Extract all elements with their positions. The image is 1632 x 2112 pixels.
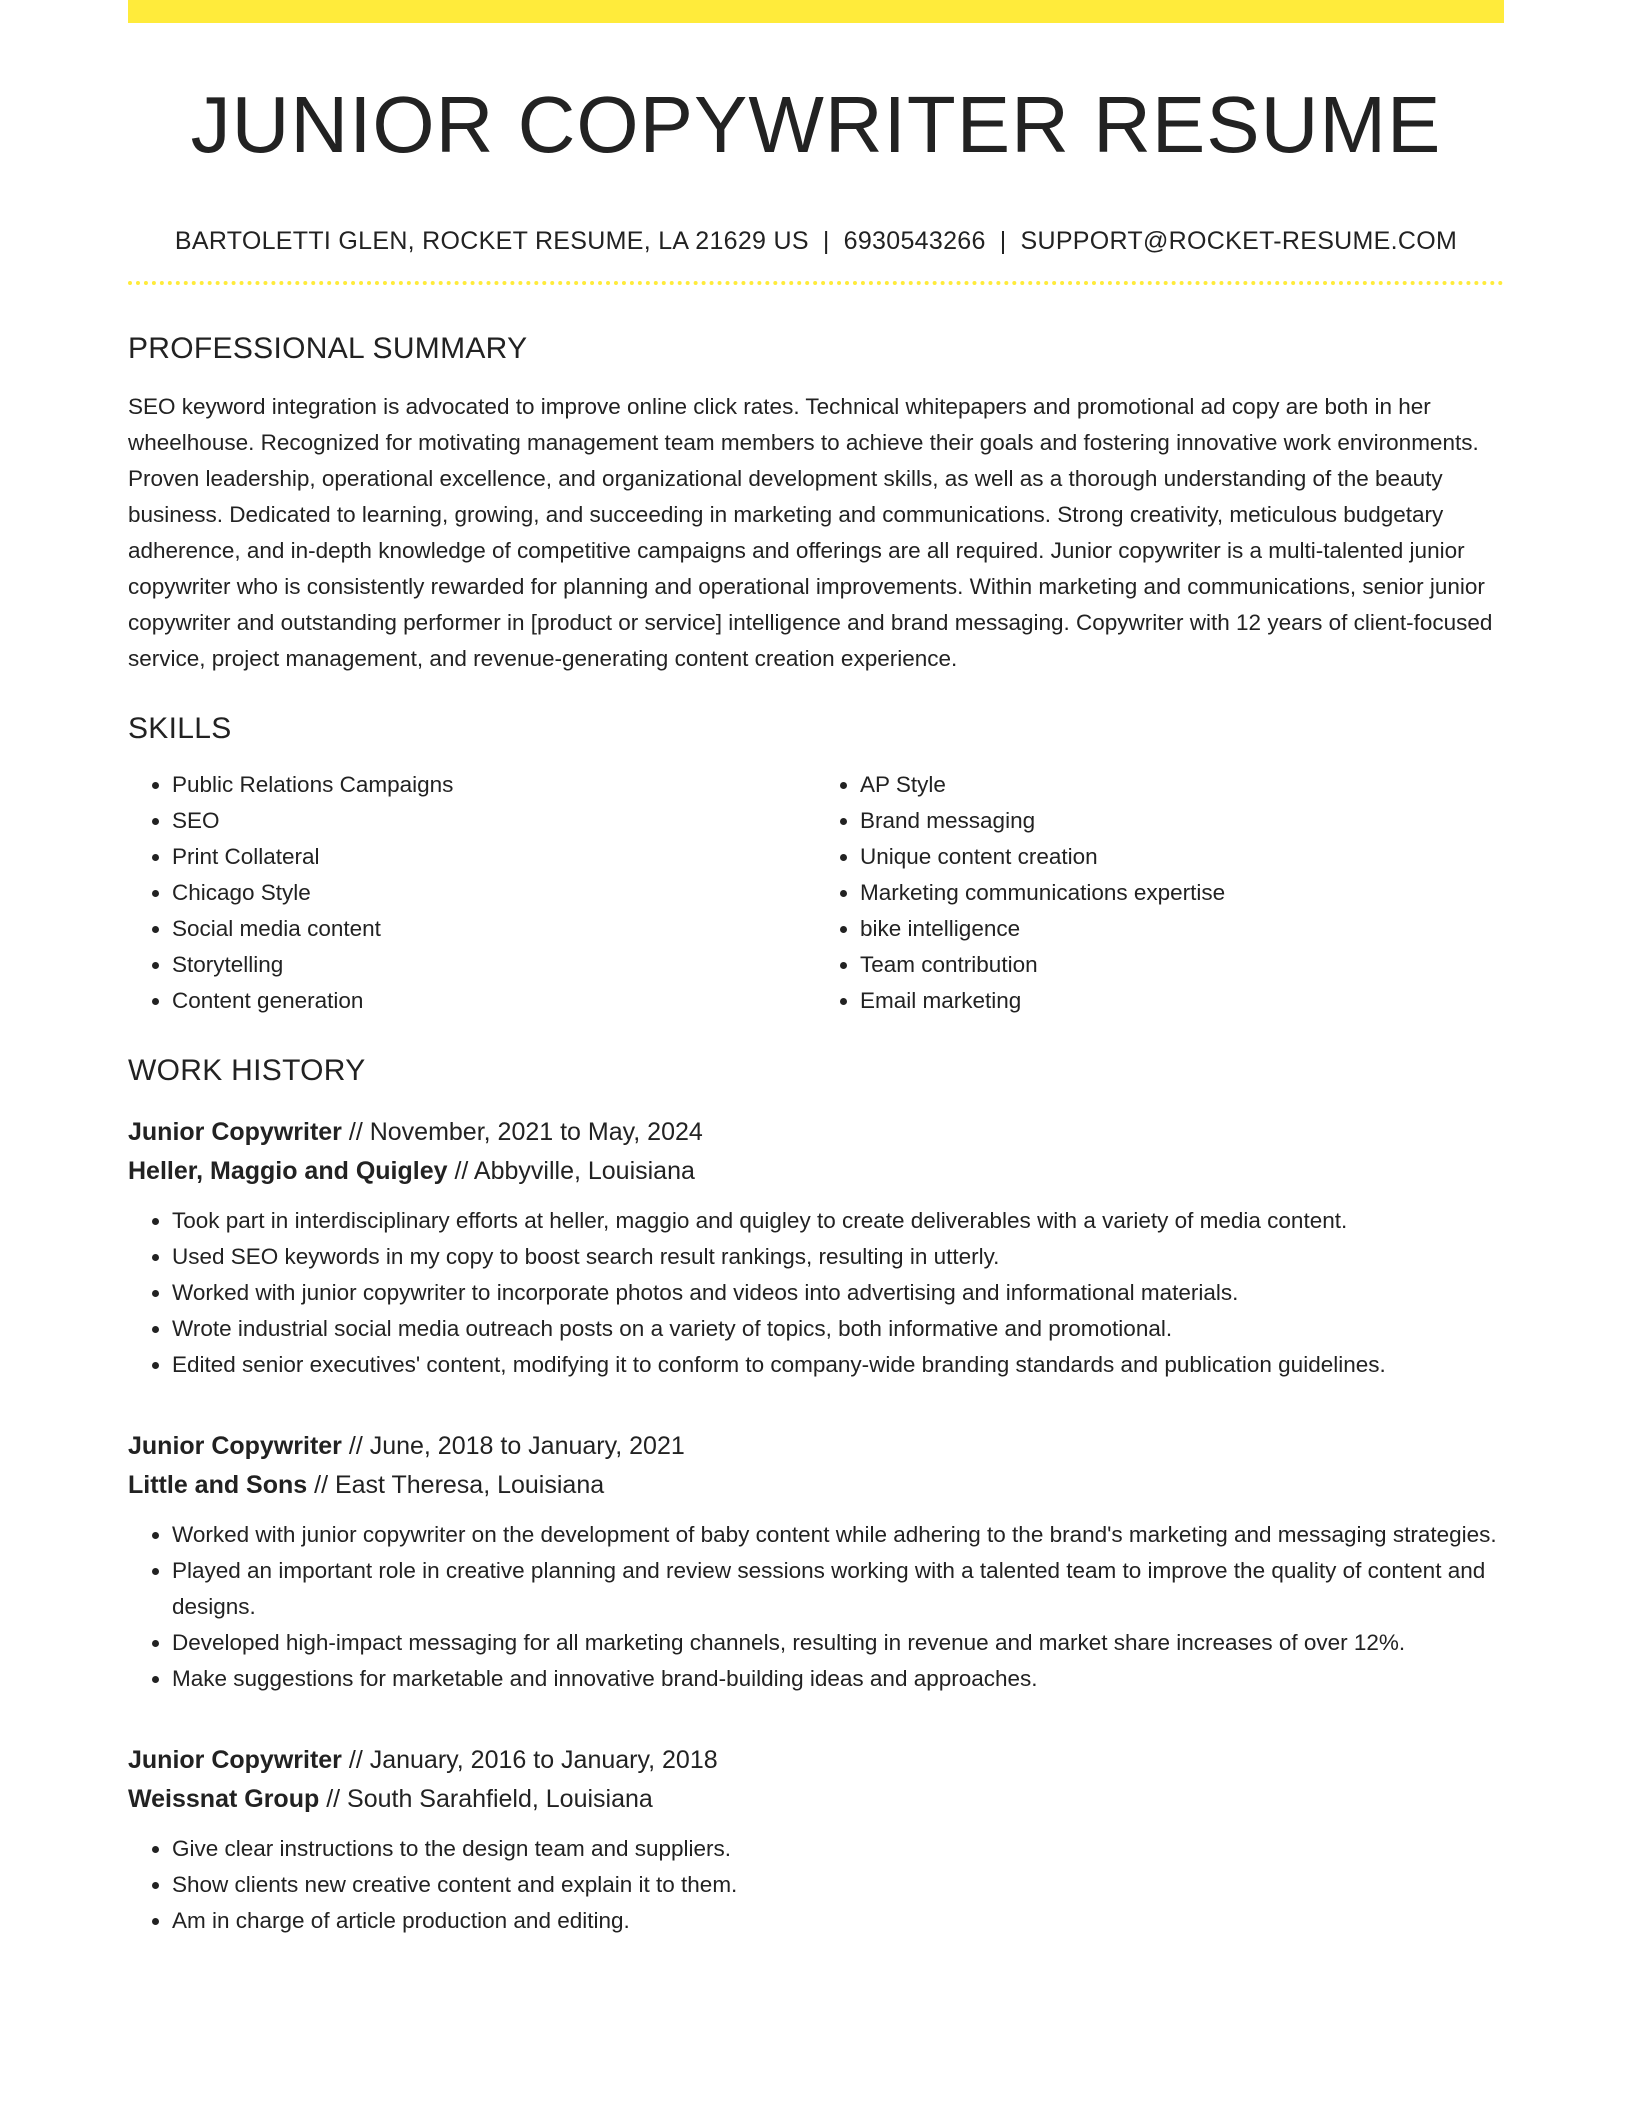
job-bullet: • Show clients new creative content and explain it to them. — [172, 1867, 1504, 1903]
skill-item: • Marketing communications expertise — [860, 875, 1504, 911]
skill-item: • Storytelling — [172, 947, 816, 983]
job-role: Junior Copywriter — [128, 1432, 342, 1460]
job-bullet: • Developed high-impact messaging for all marketing channels, resulting in revenue and market share increases of over 12%. — [172, 1625, 1504, 1661]
job-entry — [128, 1741, 1504, 1939]
job-bullets — [128, 1517, 1504, 1697]
job-bullet: • Worked with junior copywriter to incorporate photos and videos into advertising and informational materials. — [172, 1275, 1504, 1311]
skills-column-right — [816, 767, 1504, 1019]
job-location: // Abbyville, Louisiana — [447, 1157, 695, 1185]
skill-item: • Email marketing — [860, 983, 1504, 1019]
job-company: Heller, Maggio and Quigley — [128, 1157, 448, 1185]
skill-item: • Social media content — [172, 911, 816, 947]
job-company-line — [128, 1466, 1504, 1505]
skill-item: • Unique content creation — [860, 839, 1504, 875]
skills-list — [128, 767, 1504, 1019]
job-bullet: • Used SEO keywords in my copy to boost search result rankings, resulting in utterly. — [172, 1239, 1504, 1275]
skills-heading: SKILLS — [128, 712, 232, 745]
skill-item: • Content generation — [172, 983, 816, 1019]
skill-item: • Print Collateral — [172, 839, 816, 875]
job-entry — [128, 1113, 1504, 1383]
job-role: Junior Copywriter — [128, 1746, 342, 1774]
job-bullet: • Give clear instructions to the design team and suppliers. — [172, 1831, 1504, 1867]
contact-line — [128, 226, 1504, 256]
job-dates: // January, 2016 to January, 2018 — [341, 1746, 718, 1774]
job-bullet: • Edited senior executives' content, modifying it to conform to company-wide branding standards and publication guidelines. — [172, 1347, 1504, 1383]
skill-item: • Chicago Style — [172, 875, 816, 911]
job-title-line — [128, 1741, 1504, 1780]
job-company: Little and Sons — [128, 1471, 308, 1499]
job-company-line — [128, 1780, 1504, 1819]
resume-title: JUNIOR COPYWRITER RESUME — [190, 80, 1442, 169]
job-bullets — [128, 1831, 1504, 1939]
job-dates: // November, 2021 to May, 2024 — [341, 1118, 703, 1146]
job-role: Junior Copywriter — [128, 1118, 342, 1146]
resume-page — [128, 0, 1504, 1939]
job-location: // East Theresa, Louisiana — [307, 1471, 605, 1499]
job-entry — [128, 1427, 1504, 1697]
top-accent-bar — [128, 0, 1504, 23]
skill-item: • Public Relations Campaigns — [172, 767, 816, 803]
job-bullet: • Make suggestions for marketable and innovative brand-building ideas and approaches. — [172, 1661, 1504, 1697]
contact-address: BARTOLETTI GLEN, ROCKET RESUME, LA 21629 US — [174, 227, 809, 255]
job-bullet: • Am in charge of article production and editing. — [172, 1903, 1504, 1939]
job-company-line — [128, 1152, 1504, 1191]
skill-item: • Brand messaging — [860, 803, 1504, 839]
job-bullet: • Wrote industrial social media outreach posts on a variety of topics, both informative and promotional. — [172, 1311, 1504, 1347]
job-location: // South Sarahfield, Louisiana — [319, 1785, 653, 1813]
job-company: Weissnat Group — [128, 1785, 320, 1813]
contact-email[interactable]: SUPPORT@ROCKET-RESUME.COM — [1020, 227, 1458, 255]
job-dates: // June, 2018 to January, 2021 — [341, 1432, 685, 1460]
dotted-divider — [128, 281, 1504, 285]
job-bullets — [128, 1203, 1504, 1383]
job-bullet: • Played an important role in creative planning and review sessions working with a talented team to improve the quality of content and designs. — [172, 1553, 1504, 1625]
contact-phone: 6930543266 — [843, 227, 986, 255]
work-history-heading: WORK HISTORY — [128, 1054, 366, 1087]
skill-item: • SEO — [172, 803, 816, 839]
job-title-line — [128, 1113, 1504, 1152]
work-history-list — [128, 1113, 1504, 1939]
contact-separator: | — [822, 227, 830, 255]
skill-item: • AP Style — [860, 767, 1504, 803]
summary-text: SEO keyword integration is advocated to improve online click rates. Technical whitepapers and promotional ad copy are both in her wheelhouse. Recognized for motivating management team members to achieve their goals and fostering innovative work environments. Proven leadership, operational excellence, and organizational development skills, as well as a thorough understanding of the beauty business. Dedicated to learning, growing, and succeeding in marketing and communications. Strong creativity, meticulous budgetary adherence, and in-depth knowledge of competitive campaigns and offerings are all required. Junior copywriter is a multi-talented junior copywriter who is consistently rewarded for planning and operational improvements. Within marketing and communications, senior junior copywriter and outstanding performer in [product or service] intelligence and brand messaging. Copywriter with 12 years of client-focused service, project management, and revenue-generating content creation experience. — [128, 394, 1493, 671]
job-title-line — [128, 1427, 1504, 1466]
contact-separator: | — [999, 227, 1007, 255]
skill-item: • bike intelligence — [860, 911, 1504, 947]
skill-item: • Team contribution — [860, 947, 1504, 983]
job-bullet: • Took part in interdisciplinary efforts at heller, maggio and quigley to create deliverables with a variety of media content. — [172, 1203, 1504, 1239]
summary-heading: PROFESSIONAL SUMMARY — [128, 332, 528, 365]
skills-column-left — [128, 767, 816, 1019]
job-bullet: • Worked with junior copywriter on the development of baby content while adhering to the brand's marketing and messaging strategies. — [172, 1517, 1504, 1553]
